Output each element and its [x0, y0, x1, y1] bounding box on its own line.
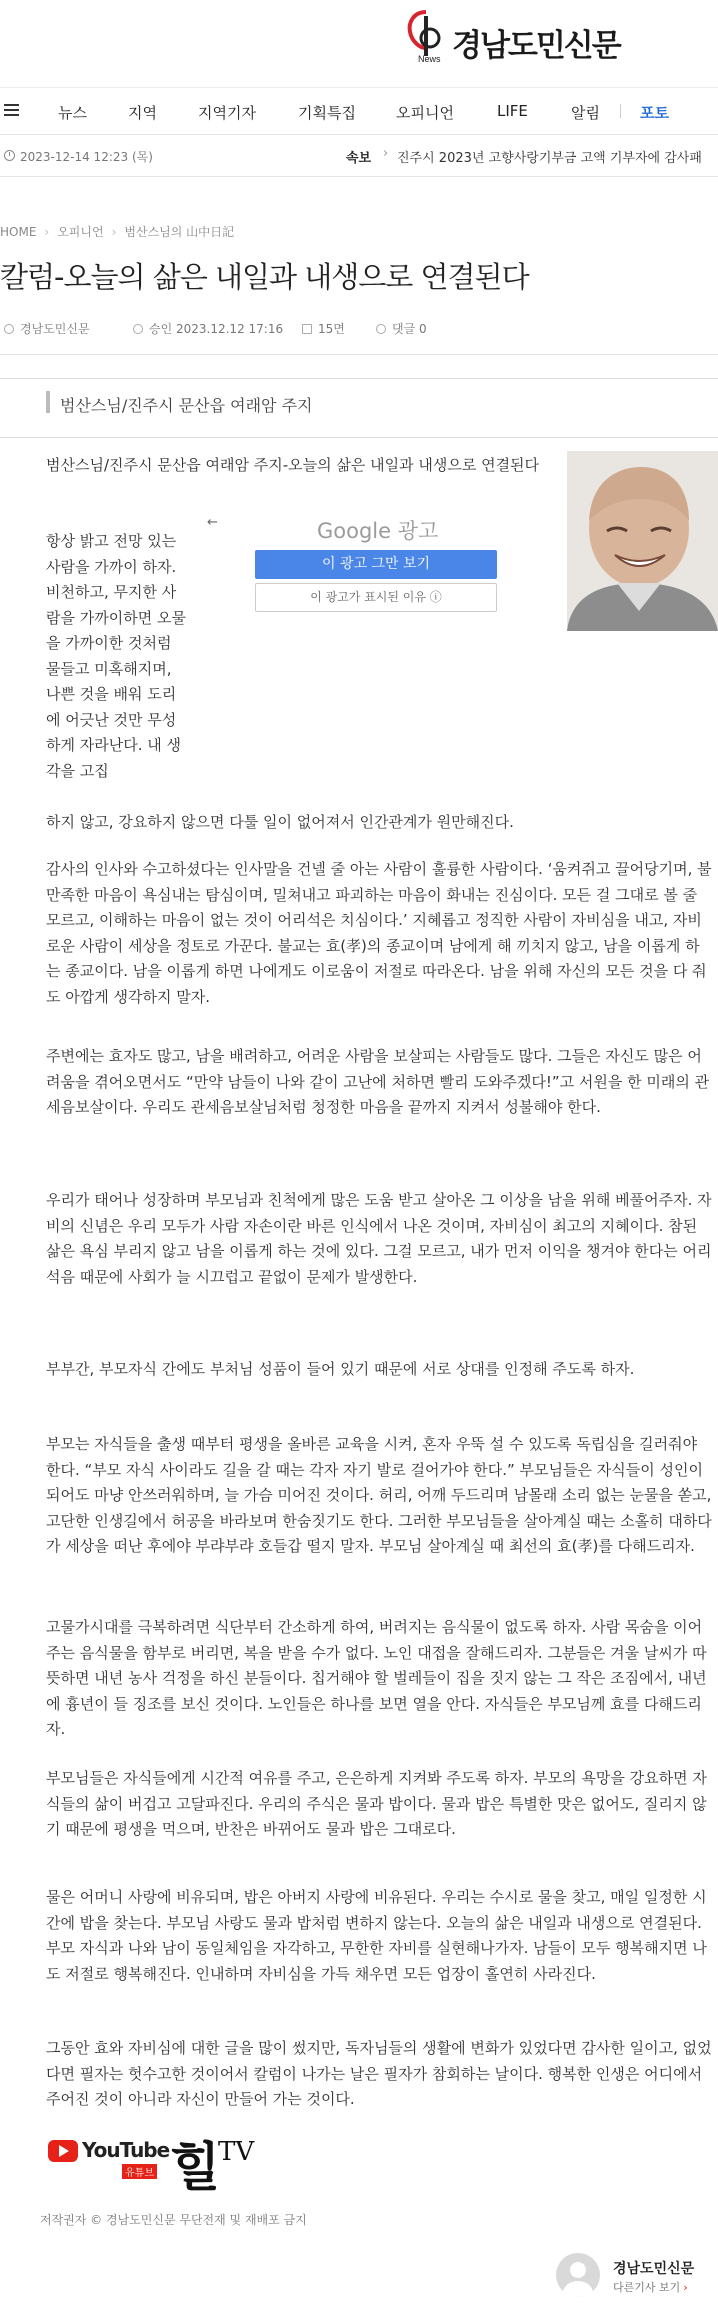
google-ad: [207, 510, 543, 630]
tv-logo-suffix: TV: [218, 2137, 255, 2167]
author-photo: [567, 451, 718, 631]
menu-icon[interactable]: [4, 104, 19, 116]
logo-sub-text: News: [418, 54, 441, 64]
nav-item-opinion[interactable]: 오피니언: [396, 104, 454, 122]
breadcrumb: [0, 223, 234, 240]
site-logo[interactable]: [404, 8, 684, 64]
why-ad-button[interactable]: 이 광고가 표시된 이유 ⓘ: [255, 583, 497, 612]
article-paragraph-5: 부부간, 부모자식 간에도 부처님 성품이 들어 있기 때문에 서로 상대를 인정해 주도록 하자.: [46, 1360, 635, 1378]
logo-text: 경남도민신문: [452, 28, 620, 64]
article-paragraph-1-text: 항상 밝고 전망 있는 사람을 가까이 하자. 비천하고, 무지한 사람을 가까이하면 오물을 가까이한 것처럼 물들고 미혹해지며, 나쁜 것을 배워 도리에 어긋난 것만 무성하게 자라난다. 내 생각을 고집: [46, 532, 186, 780]
comments-meta[interactable]: [376, 320, 427, 337]
author-meta: [4, 320, 90, 337]
article-paragraph-2: 감사의 인사와 수고하셨다는 인사말을 건넬 줄 아는 사람이 훌륭한 사람이다. ‘움켜쥐고 끌어당기며, 불만족한 마음이 욕심내는 탐심이며, 밀쳐내고 파괴하는 마음이 화내는 진심이다. 모든 걸 그대로 볼 줄 모르고, 이해하는 마음이 없는 것이 어리석은 치심이다.’ 지혜롭고 정직한 사람이 자비심을 내고, 자비로운 사람이 세상을 정토로 가꾼다. 불교는 효(孝)의 종교이며 남에게 해 끼치지 않고, 남을 이롭게 하는 종교이다. 남을 이롭게 하면 나에게도 이로움이 저절로 따라온다. 남을 위해 자신의 모든 것을 다 줘도 아깝게 생각하지 말자.: [46, 860, 712, 1006]
nav-item-regional-reporter[interactable]: 지역기자: [198, 104, 256, 122]
page-title: 칼럼-오늘의 삶은 내일과 내생으로 연결된다: [0, 260, 529, 294]
news-ticker: [0, 135, 718, 177]
comment-icon: [376, 324, 386, 334]
logo-mark-icon: [404, 8, 448, 64]
youtube-link[interactable]: [48, 2136, 170, 2179]
date-meta: [133, 320, 283, 337]
nav-item-photo[interactable]: 포토: [640, 104, 669, 122]
user-icon: [4, 324, 14, 334]
nav-item-special[interactable]: 기획특집: [298, 104, 356, 122]
article-subtitle-box: [0, 378, 718, 438]
chevron-right-icon: ›: [383, 146, 389, 161]
current-date: 2023-12-14 12:23 (목): [20, 150, 153, 164]
breadcrumb-separator-icon: ›: [44, 225, 50, 239]
article-paragraph-9: 물은 어머니 사랑에 비유되며, 밥은 아버지 사랑에 비유된다. 우리는 수시로 물을 찾고, 매일 일정한 시간에 밥을 찾는다. 부모님 사랑도 물과 밥처럼 변하지 않는다. 오늘의 삶은 내일과 내생으로 연결된다. 부모 자식과 나와 남이 동일체임을 자각하고, 무한한 자비를 실현해나가자. 남들이 모두 행복해지면 나도 저절로 행복해진다. 인내하며 자비심을 가득 채우면 모든 업장이 홀연히 사라진다.: [46, 1888, 707, 1983]
press-name: 경남도민신문: [613, 2261, 695, 2277]
youtube-sub-label: 유튜브: [122, 2164, 157, 2179]
article-subtitle: 범산스님/진주시 문산읍 여래암 주지: [60, 396, 313, 415]
page-number: 15면: [318, 322, 345, 336]
meta-divider: [0, 354, 718, 355]
page-meta: [302, 320, 345, 337]
article-paragraph-3: 주변에는 효자도 많고, 남을 배려하고, 어려운 사람을 보살피는 사람들도 많다. 그들은 자신도 많은 어려움을 겪어오면서도 “만약 남들이 나와 같이 고난에 처하면 빨리 도와주겠다!”고 서원을 한 미래의 관세음보살이다. 우리도 관세음보살님처럼 청정한 마음을 끝까지 지켜서 성불해야 한다.: [46, 1047, 710, 1116]
breaking-label: 속보: [346, 151, 372, 166]
avatar: [556, 2253, 600, 2297]
article-paragraph-7: 고물가시대를 극복하려면 식단부터 간소하게 하여, 버려지는 음식물이 없도록 하자. 사람 목숨을 이어주는 음식물을 함부로 버리면, 복을 받을 수가 없다. 노인 대접을 잘해드리자. 그분들은 겨울 날씨가 따뜻하면 내년 농사 걱정을 하신 분들이다. 칩거해야 할 벌레들이 집을 짓지 않는 그 작은 조짐에서, 내년에 흉년이 들 징조를 보신 것이다. 노인들은 하나를 보면 열을 안다. 자식들은 부모님께 효를 다해드리자.: [46, 1618, 707, 1738]
article-paragraph-lead: 범산스님/진주시 문산읍 여래암 주지-오늘의 삶은 내일과 내생으로 연결된다: [46, 456, 540, 474]
ad-title: Google 광고: [317, 519, 439, 543]
caret-right-icon: ›: [683, 2281, 688, 2294]
subtitle-accent-bar: [46, 391, 50, 413]
comment-count: 댓글 0: [392, 322, 427, 336]
nav-item-life[interactable]: LIFE: [497, 102, 528, 120]
tv-logo-char: 힐: [170, 2137, 221, 2198]
clock-icon: [4, 150, 15, 161]
newspaper-icon: [302, 324, 312, 334]
article-paragraph-1a: [46, 529, 188, 784]
breaking-headline-link[interactable]: 진주시 2023년 고향사랑기부금 고액 기부자에 감사패: [397, 151, 702, 166]
breadcrumb-opinion[interactable]: 오피니언: [57, 225, 104, 239]
press-card[interactable]: [556, 2251, 718, 2303]
stop-ad-button[interactable]: 이 광고 그만 보기: [255, 550, 497, 579]
tv-logo[interactable]: [170, 2125, 260, 2198]
article-paragraph-4: 우리가 태어나 성장하며 부모님과 친척에게 많은 도움 받고 살아온 그 이상을 남을 위해 베풀어주자. 자비의 신념은 우리 모두가 사람 자손이란 바른 인식에서 나온 것이며, 자비심이 최고의 지혜이다. 참된 삶은 욕심 부리지 않고 남을 이롭게 하는 것에 있다. 그걸 모르고, 내가 먼저 이익을 챙겨야 한다는 어리석음 때문에 사회가 늘 시끄럽고 끝없이 문제가 발생한다.: [46, 1191, 712, 1286]
back-arrow-icon[interactable]: ←: [207, 515, 218, 530]
youtube-wordmark: YouTube: [82, 2138, 170, 2162]
copyright-notice: 저작권자 © 경남도민신문 무단전재 및 재배포 금지: [40, 2213, 307, 2227]
article-paragraph-10: 그동안 효와 자비심에 대한 글을 많이 썼지만, 독자님들의 생활에 변화가 있었다면 감사한 일이고, 없었다면 필자는 헛수고한 것이어서 칼럼이 나가는 날은 필자가 참회하는 날이다. 행복한 인생은 어디에서 주어진 것이 아니라 자신이 만들어 가는 것이다.: [46, 2039, 712, 2108]
article-paragraph-1b: 하지 않고, 강요하지 않으면 다툴 일이 없어져서 인간관계가 원만해진다.: [46, 813, 514, 831]
nav-item-notice[interactable]: 알림: [571, 104, 600, 122]
article-paragraph-8: 부모님들은 자식들에게 시간적 여유를 주고, 은은하게 지켜봐 주도록 하자. 부모의 욕망을 강요하면 자식들의 삶이 버겁고 고달파진다. 우리의 주식은 물과 밥이다. 물과 밥은 특별한 맛은 없어도, 질리지 않기 때문에 평생을 먹으며, 반찬은 바뀌어도 물과 밥은 그대로다.: [46, 1769, 707, 1838]
monk-portrait-image: [567, 451, 718, 631]
youtube-play-icon: [48, 2140, 78, 2162]
nav-divider: [620, 104, 621, 118]
other-articles-link[interactable]: [613, 2279, 688, 2295]
clock-icon: [133, 324, 143, 334]
breadcrumb-home[interactable]: HOME: [0, 225, 37, 239]
main-nav: [0, 88, 718, 135]
breadcrumb-separator-icon: ›: [111, 225, 117, 239]
article-paragraph-6: 부모는 자식들을 출생 때부터 평생을 올바른 교육을 시켜, 혼자 우뚝 설 수 있도록 독립심을 길러줘야 한다. “부모 자식 사이라도 길을 갈 때는 각자 자기 발로 걸어가야 한다.” 부모님들은 자식들이 성인이 되어도 마냥 안쓰러워하며, 늘 가슴 미어진 것이다. 허리, 어깨 두드리며 남몰래 소리 없는 눈물을 쏟고, 고단한 인생길에서 허공을 바라보며 한숨짓기도 한다. 그러한 부모님들을 살아계실 때는 소홀히 대하다가 세상을 떠난 후에야 부랴부랴 호들갑 떨지 말자. 부모님 살아계실 때 최선의 효(孝)를 다해드리자.: [46, 1435, 712, 1555]
nav-item-news[interactable]: 뉴스: [58, 104, 87, 122]
other-articles-label: 다른기사 보기: [613, 2281, 681, 2294]
breadcrumb-column[interactable]: 범산스님의 山中日記: [124, 225, 235, 239]
site-header: [0, 0, 718, 88]
author-name: 경남도민신문: [20, 322, 90, 336]
nav-item-region[interactable]: 지역: [128, 104, 157, 122]
approved-date: 승인 2023.12.12 17:16: [149, 322, 284, 336]
